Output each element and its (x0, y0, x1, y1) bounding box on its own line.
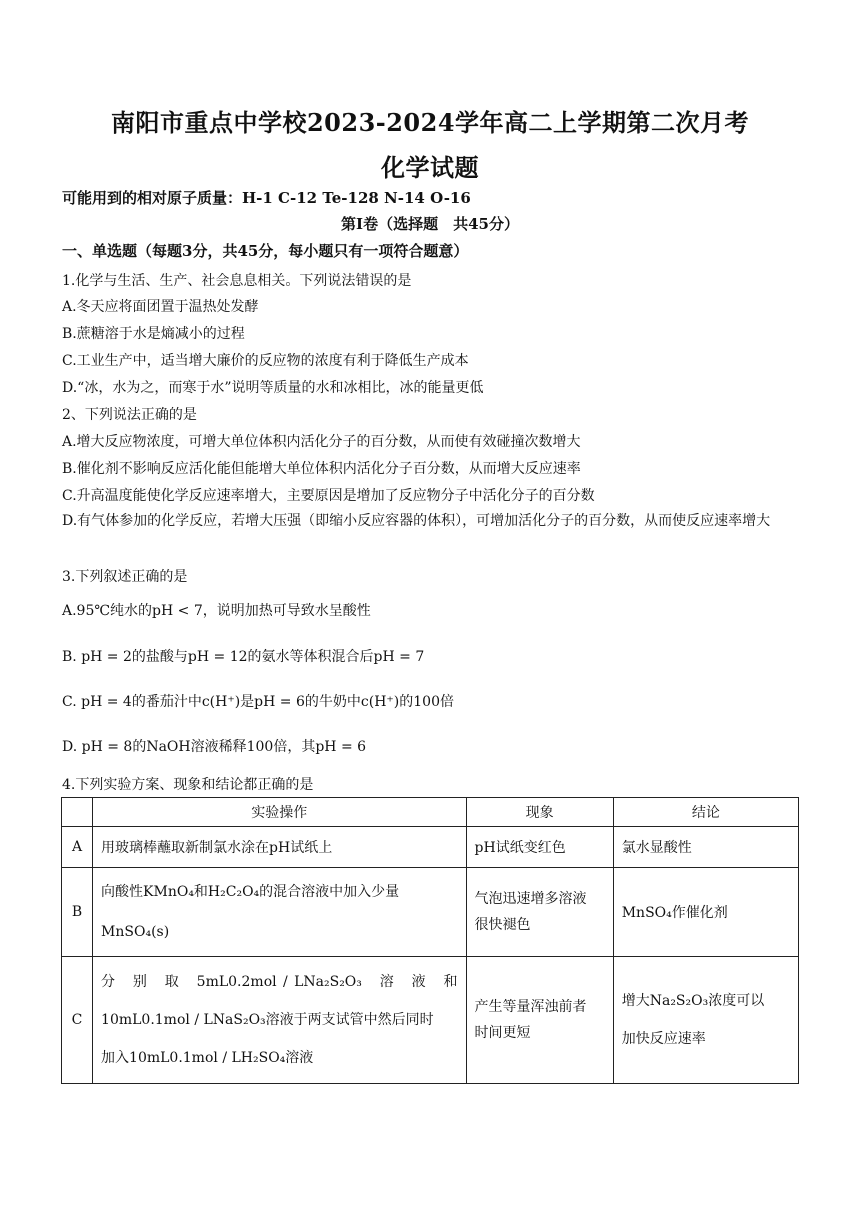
conclusion-text: 增大Na₂S₂O₃浓度可以 (621, 993, 765, 1009)
row-label: B (62, 868, 93, 957)
table-row (62, 957, 799, 1084)
phenomenon-text: 很快褪色 (474, 917, 531, 933)
conclusion-cell (613, 868, 798, 957)
question-3-stem: 3.下列叙述正确的是 (62, 569, 188, 585)
conclusion-text: 加快反应速率 (621, 1031, 706, 1047)
conclusion-text: MnSO₄作催化剂 (621, 905, 728, 921)
conclusion-cell (613, 827, 798, 868)
question-3-option-a: A.95℃纯水的pH < 7，说明加热可导致水呈酸性 (62, 603, 371, 619)
operation-text: 10mL0.1mol / LNaS₂O₃溶液于两支试管中然后同时 (101, 1012, 434, 1028)
question-1-option-a: A.冬天应将面团置于温热处发酵 (62, 299, 259, 315)
question-1-option-c: C.工业生产中，适当增大廉价的反应物的浓度有利于降低生产成本 (62, 353, 469, 369)
operation-text: MnSO₄(s) (101, 924, 170, 940)
row-label: A (62, 827, 93, 868)
operation-text: 加入10mL0.1mol / LH₂SO₄溶液 (101, 1050, 314, 1066)
question-1-option-d: D.“冰，水为之，而寒于水”说明等质量的水和冰相比，冰的能量更低 (62, 380, 484, 396)
table-row (62, 868, 799, 957)
question-2-option-b: B.催化剂不影响反应活化能但能增大单位体积内活化分子百分数，从而增大反应速率 (62, 461, 581, 477)
phenomenon-cell (466, 868, 613, 957)
table-row (62, 827, 799, 868)
question-3-option-d: D. pH = 8的NaOH溶液稀释100倍，其pH = 6 (62, 739, 367, 755)
conclusion-cell (613, 957, 798, 1084)
atomic-mass-note: 可能用到的相对原子质量：H-1 C-12 Te-128 N-14 O-16 (62, 189, 471, 207)
question-3-option-c: C. pH = 4的番茄汁中c(H⁺)是pH = 6的牛奶中c(H⁺)的100倍 (62, 694, 454, 710)
question-2-option-c: C.升高温度能使化学反应速率增大，主要原因是增加了反应物分子中活化分子的百分数 (62, 488, 595, 504)
question-1-stem: 1.化学与生活、生产、社会息息相关。下列说法错误的是 (62, 273, 412, 289)
exam-subtitle: 化学试题 (381, 153, 479, 182)
phenomenon-text: 时间更短 (474, 1025, 531, 1041)
experiment-table (61, 797, 799, 1084)
question-2-option-a: A.增大反应物浓度，可增大单位体积内活化分子的百分数，从而使有效碰撞次数增大 (62, 434, 581, 450)
table-header-operation: 实验操作 (93, 798, 467, 827)
question-1-option-b: B.蔗糖溶于水是熵减小的过程 (62, 326, 245, 342)
exam-title: 南阳市重点中学校2023-2024学年高二上学期第二次月考 (110, 108, 750, 137)
table-header-phenomenon: 现象 (466, 798, 613, 827)
question-3-option-b: B. pH = 2的盐酸与pH = 12的氨水等体积混合后pH = 7 (62, 649, 425, 665)
table-header-conclusion: 结论 (613, 798, 798, 827)
conclusion-text: 氯水显酸性 (621, 840, 692, 856)
table-header-row (62, 798, 799, 827)
section-title: 第I卷（选择题 共45分） (341, 215, 519, 233)
phenomenon-text: pH试纸变红色 (474, 840, 566, 856)
phenomenon-cell (466, 827, 613, 868)
question-2-option-d: D.有气体参加的化学反应，若增大压强（即缩小反应容器的体积），可增加活化分子的百分数，从而使反应速率增大 (62, 513, 771, 529)
question-4-stem: 4.下列实验方案、现象和结论都正确的是 (62, 777, 314, 793)
phenomenon-cell (466, 957, 613, 1084)
phenomenon-text: 产生等量浑浊前者 (474, 999, 587, 1015)
operation-text: 分 别 取 5mL0.2mol / LNa₂S₂O₃ 溶 液 和 (101, 974, 458, 990)
table-header-blank (62, 798, 93, 827)
question-2-stem: 2、下列说法正确的是 (62, 407, 197, 423)
part-heading: 一、单选题（每题3分，共45分，每小题只有一项符合题意） (62, 242, 469, 260)
operation-text: 用玻璃棒蘸取新制氯水涂在pH试纸上 (101, 840, 333, 856)
operation-cell (93, 868, 467, 957)
operation-cell (93, 827, 467, 868)
row-label: C (62, 957, 93, 1084)
phenomenon-text: 气泡迅速增多溶液 (474, 891, 587, 907)
operation-text: 向酸性KMnO₄和H₂C₂O₄的混合溶液中加入少量 (101, 884, 400, 900)
operation-cell (93, 957, 467, 1084)
